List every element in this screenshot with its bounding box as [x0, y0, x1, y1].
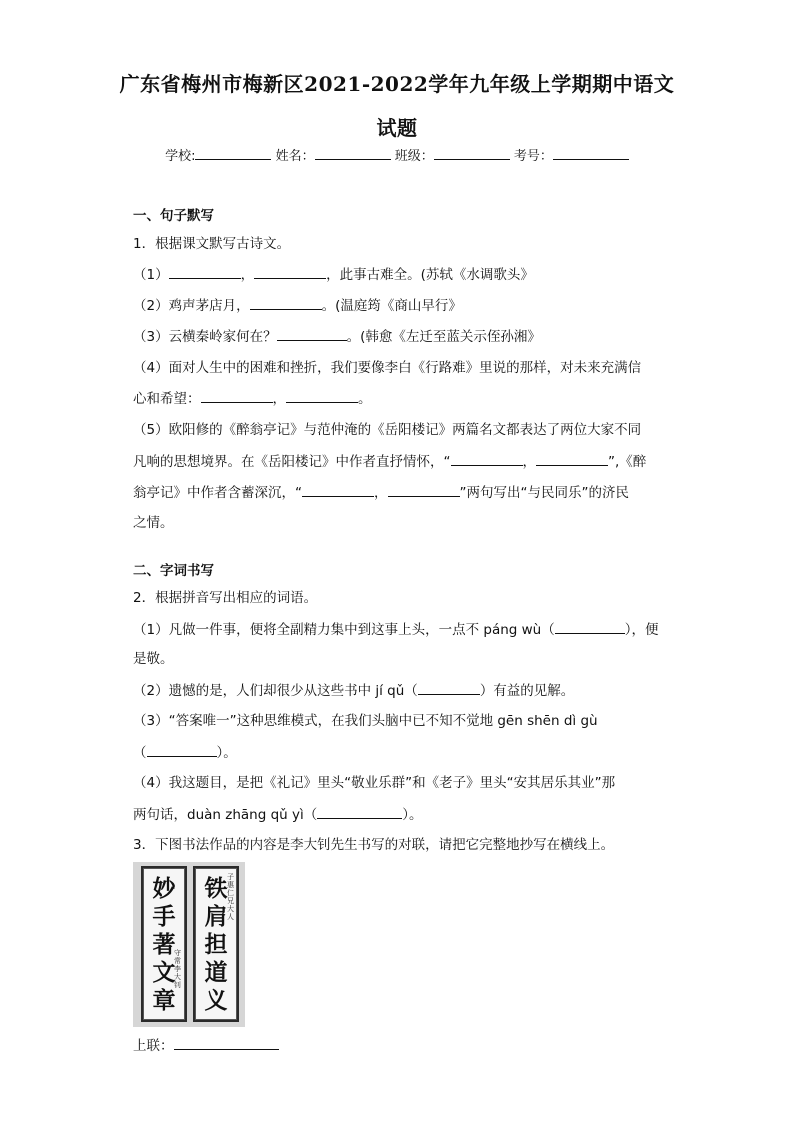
- student-info-row: [0, 145, 794, 164]
- answer-blank[interactable]: [418, 681, 480, 695]
- name-label: 姓名：: [275, 149, 315, 164]
- calligraphy-couplet-image: [133, 862, 245, 1027]
- q2-stem: 2．根据拼音写出相应的词语。: [133, 590, 318, 606]
- q1-part1: （1） ， ，此事古难全。(苏轼《水调歌头》: [133, 267, 534, 283]
- answer-blank[interactable]: [201, 389, 273, 403]
- answer-blank[interactable]: [174, 1036, 279, 1050]
- answer-blank[interactable]: [536, 452, 608, 466]
- q1-part5-line4: 之情。: [133, 515, 174, 531]
- q1-part4-line2: 心和希望： ， 。: [133, 391, 372, 407]
- answer-blank[interactable]: [147, 743, 217, 757]
- left-scroll-inscription: 守常李大钊: [174, 949, 181, 989]
- number-blank[interactable]: [553, 146, 629, 160]
- section-heading-1: 一、句子默写: [133, 208, 214, 224]
- left-scroll-text: 妙手著文章: [152, 875, 176, 1014]
- answer-blank[interactable]: [555, 620, 625, 634]
- q3-stem: 3．下图书法作品的内容是李大钊先生书写的对联，请把它完整地抄写在横线上。: [133, 837, 615, 853]
- q2-part3-line1: （3）“答案唯一”这种思维模式，在我们头脑中已不知不觉地 gēn shēn dì gù: [133, 713, 598, 729]
- q2-part2: （2）遗憾的是，人们却很少从这些书中 jí qǔ（ ）有益的见解。: [133, 683, 575, 699]
- name-blank[interactable]: [315, 146, 391, 160]
- answer-blank[interactable]: [254, 265, 326, 279]
- q3-upper-line: 上联：: [133, 1036, 279, 1055]
- q1-part4-line1: （4）面对人生中的困难和挫折，我们要像李白《行路难》里说的那样，对未来充满信: [133, 360, 642, 376]
- class-label: 班级：: [394, 149, 434, 164]
- answer-blank[interactable]: [250, 296, 322, 310]
- q1-part5-line3: 翁亭记》中作者含蓄深沉，“ ， ”两句写出“与民同乐”的济民: [133, 485, 629, 501]
- q2-part1-line2: 是敬。: [133, 651, 174, 667]
- q1-part5-line1: （5）欧阳修的《醉翁亭记》与范仲淹的《岳阳楼记》两篇名文都表达了两位大家不同: [133, 422, 642, 438]
- answer-blank[interactable]: [286, 389, 358, 403]
- q1-part3: （3）云横秦岭家何在？ 。(韩愈《左迁至蓝关示侄孙湘》: [133, 329, 541, 345]
- right-scroll-inscription: 子惠仁兄大人: [227, 873, 234, 921]
- q1-part2: （2）鸡声茅店月， 。(温庭筠《商山早行》: [133, 298, 462, 314]
- answer-blank[interactable]: [169, 265, 241, 279]
- answer-blank[interactable]: [302, 483, 374, 497]
- right-scroll: [195, 868, 237, 1020]
- exam-title-line2: 试题: [376, 116, 418, 140]
- school-blank[interactable]: [195, 146, 271, 160]
- answer-blank[interactable]: [277, 327, 347, 341]
- answer-blank[interactable]: [451, 452, 523, 466]
- q2-part4-line2: 两句话，duàn zhāng qǔ yì（ ）。: [133, 807, 423, 823]
- right-scroll-text: 铁肩担道义: [204, 875, 228, 1014]
- q2-part3-line2: （ ）。: [133, 745, 237, 761]
- school-label: 学校:: [165, 149, 196, 164]
- q1-stem: 1．根据课文默写古诗文。: [133, 236, 291, 252]
- class-blank[interactable]: [434, 146, 510, 160]
- section-heading-2: 二、字词书写: [133, 563, 214, 579]
- q2-part1-line1: （1）凡做一件事，便将全副精力集中到这事上头，一点不 páng wù（ ），便: [133, 622, 659, 638]
- q1-part5-line2: 凡响的思想境界。在《岳阳楼记》中作者直抒情怀，“ ， ”,《醉: [133, 454, 647, 470]
- exam-title-line1: 广东省梅州市梅新区2021-2022学年九年级上学期期中语文: [119, 72, 675, 96]
- number-label: 考号：: [513, 149, 553, 164]
- answer-blank[interactable]: [317, 805, 402, 819]
- left-scroll: [143, 868, 185, 1020]
- q2-part4-line1: （4）我这题目，是把《礼记》里头“敬业乐群”和《老子》里头“安其居乐其业”那: [133, 775, 616, 791]
- answer-blank[interactable]: [388, 483, 460, 497]
